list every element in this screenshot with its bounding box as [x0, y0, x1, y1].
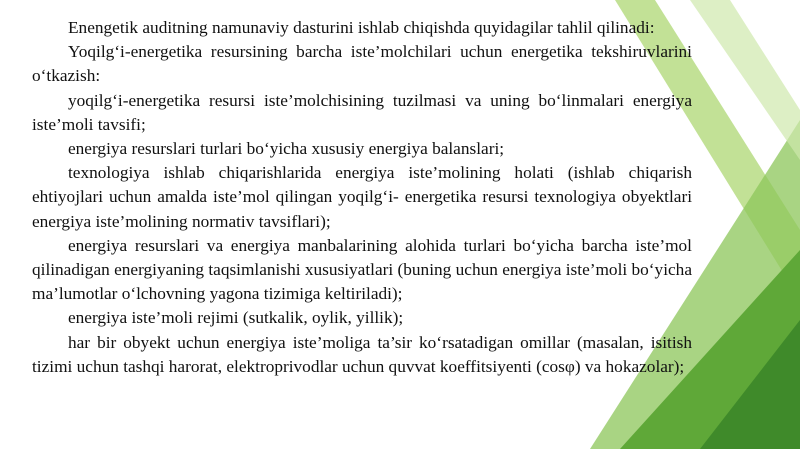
- paragraph-energy-distribution: energiya resurslari va energiya manbalarining alohida turlari bo‘yicha barcha iste’mol qilinadigan energiyaning taqsimlanishi xususiyatlari (buning uchun energiya iste’moli bo‘yicha ma’lumotlar o‘lchovning yagona tizimiga keltiriladi);: [32, 235, 692, 304]
- paragraph-energy-balances: energiya resurslari turlari bo‘yicha xususiy energiya balanslari;: [68, 139, 505, 159]
- document-body: [32, 16, 692, 379]
- paragraph-technology-consumption: texnologiya ishlab chiqarishlarida energiya iste’molining holati (ishlab chiqarish ehtiyojlari uchun amalda iste’mol qilingan yoqilg‘i- energetika resursi texnologiya obyektlari energiya iste’molining normativ tavsiflari);: [32, 163, 692, 231]
- paragraph-influencing-factors: har bir obyekt uchun energiya iste’moliga ta’sir ko‘rsatadigan omillar (masalan, isitish tizimi uchun tashqi harorat, elektroprivodlar uchun quvvat koeffitsiyenti (cosφ) va hokazolar);: [32, 332, 692, 376]
- paragraph-intro: Enengetik auditning namunaviy dasturini ishlab chiqishda quyidagilar tahlil qilinadi:: [68, 18, 655, 37]
- paragraph-consumption-mode: energiya iste’moli rejimi (sutkalik, oylik, yillik);: [68, 308, 404, 328]
- paragraph-consumer-structure: yoqilg‘i-energetika resursi iste’molchisining tuzilmasi va uning bo‘linmalari energiya iste’moli tavsifi;: [32, 90, 692, 134]
- paragraph-energy-audit: Yoqilg‘i-energetika resursining barcha iste’molchilari uchun energetika tekshiruvlarini o‘tkazish:: [32, 42, 692, 86]
